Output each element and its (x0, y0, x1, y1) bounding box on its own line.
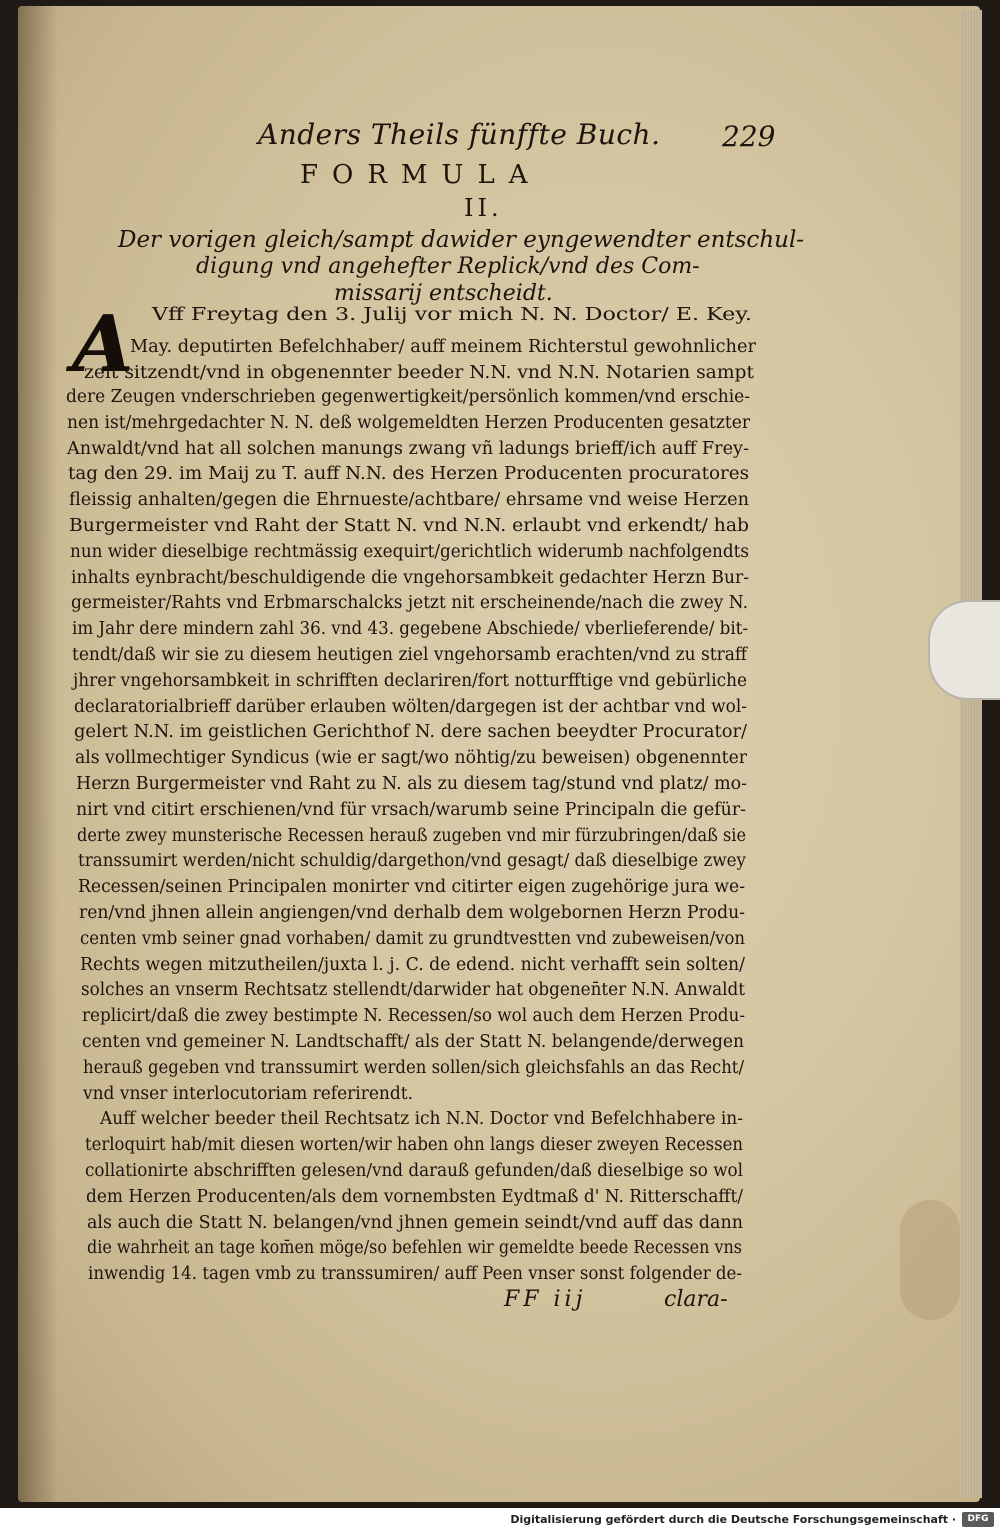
body-line: replicirt/daß die zwey bestimpte N. Recessen/so wol auch dem Herzen Produ- (82, 1006, 745, 1027)
body-line: transsumirt werden/nicht schuldig/dargethon/vnd gesagt/ daß dieselbige zwey (78, 851, 746, 872)
body-line: Rechts wegen mitzutheilen/juxta l. j. C. de edend. nicht verhafft sein solten/ (80, 954, 745, 975)
body-line: zeit sitzendt/vnd in obgenennter beeder N.N. vnd N.N. Notarien sampt (84, 363, 754, 383)
body-line: gelert N.N. im geistlichen Gerichthof N. dere sachen beeydter Procurator/ (74, 722, 747, 743)
body-line: ren/vnd jhnen allein angiengen/vnd derhalb dem wolgebornen Herzn Produ- (79, 903, 745, 923)
body-line: May. deputirten Befelchhaber/ auff meinem Richterstul gewohnlicher (130, 337, 756, 357)
body-line: dem Herzen Producenten/als dem vornembsten Eydtmaß d' N. Ritterschafft/ (86, 1186, 743, 1207)
body-line: declaratorialbrieff darüber erlauben wölten/dargegen ist der achtbar vnd wol- (74, 696, 747, 717)
signature-mark: FF iij (504, 1287, 587, 1312)
catchword: clara- (664, 1287, 728, 1312)
funding-credit: Digitalisierung gefördert durch die Deutsche Forschungsgemeinschaft · (510, 1513, 956, 1526)
body-line: im Jahr dere mindern zahl 36. vnd 43. gegebene Abschiede/ vberlieferende/ bit- (72, 619, 748, 640)
body-line: jhrer vngehorsambkeit in schrifften declariren/fort notturfftige vnd gebürliche (73, 670, 747, 691)
body-line: Auff welcher beeder theil Rechtsatz ich N.N. Doctor vnd Befelchhabere in- (100, 1109, 743, 1130)
formula-label: FORMULA (300, 160, 542, 190)
body-line: Burgermeister vnd Raht der Statt N. vnd N.N. erlaubt vnd erkendt/ hab (69, 516, 749, 536)
body-line: als auch die Statt N. belangen/vnd jhnen gemein seindt/vnd auff das dann (87, 1212, 743, 1233)
body-line: inwendig 14. tagen vmb zu transsumiren/ auff Peen vnser sonst folgender de- (88, 1264, 742, 1285)
body-line: dere Zeugen vnderschrieben gegenwertigkeit/persönlich kommen/vnd erschie- (66, 387, 750, 407)
drop-cap-initial: A (72, 299, 133, 390)
body-line: centen vnd gemeiner N. Landtschafft/ als der Statt N. belangende/derwegen (82, 1032, 744, 1052)
body-line: die wahrheit an tage kom̄en möge/so befehlen wir gemeldte beede Recessen vns (87, 1238, 742, 1259)
dfg-logo: DFG (962, 1512, 994, 1527)
body-line: derte zwey munsterische Recessen herauß zugeben vnd mir fürzubringen/daß sie (77, 825, 746, 846)
body-line: centen vmb seiner gnad vorhaben/ damit zu grundtvestten vnd zubeweisen/von (80, 928, 745, 949)
body-line: Herzn Burgermeister vnd Raht zu N. als zu diesem tag/stund vnd platz/ mo- (76, 774, 747, 794)
body-line: als vollmechtiger Syndicus (wie er sagt/wo nöhtig/zu beweisen) obgenennter (75, 748, 747, 769)
subtitle-line-1: Der vorigen gleich/sampt dawider eyngewendter entschul- (118, 227, 805, 253)
formula-number: II. (464, 194, 503, 222)
body-line: Vff Freytag den 3. Julij vor mich N. N. Doctor/ E. Key. (152, 305, 752, 325)
body-line: Anwaldt/vnd hat all solchen manungs zwang vñ ladungs brieff/ich auff Frey- (67, 438, 749, 459)
body-line: tendt/daß wir sie zu diesem heutigen ziel vngehorsamb erachten/vnd zu straff (72, 645, 747, 665)
body-line: collationirte abschrifften gelesen/vnd darauß gefunden/daß dieselbige so wol (85, 1161, 743, 1181)
body-line: herauß gegeben vnd transsumirt werden sollen/sich gleichsfahls an das Recht/ (83, 1057, 744, 1078)
body-line: nen ist/mehrgedachter N. N. deß wolgemeldten Herzen Producenten gesatzter (67, 412, 750, 433)
body-line: tag den 29. im Maij zu T. auff N.N. des Herzen Producenten procuratores (68, 464, 749, 485)
body-line: germeister/Rahts vnd Erbmarschalcks jetzt nit erscheinende/nach die zwey N. (71, 593, 748, 614)
body-line: terloquirt hab/mit diesen worten/wir haben ohn langs dieser zweyen Recessen (85, 1135, 743, 1156)
body-line: Recessen/seinen Principalen monirter vnd citirter eigen zugehörige jura we- (78, 877, 745, 898)
body-line: fleissig anhalten/gegen die Ehrnueste/achtbare/ ehrsame vnd weise Herzen (69, 490, 749, 511)
body-line: nirt vnd citirt erschienen/vnd für vrsach/warumb seine Principaln die gefür- (76, 799, 746, 820)
body-line: nun wider dieselbige rechtmässig exequirt/gerichtlich widerumb nachfolgendts (70, 541, 749, 562)
running-head: Anders Theils fünffte Buch. (258, 118, 661, 151)
subtitle-line-3: missarij entscheidt. (334, 281, 553, 306)
page-number: 229 (722, 120, 776, 153)
subtitle-line-2: digung vnd angehefter Replick/vnd des Com- (196, 254, 700, 279)
body-line: vnd vnser interlocutoriam referirendt. (83, 1083, 413, 1104)
body-line: solches an vnserm Rechtsatz stellendt/darwider hat obgenen̄ter N.N. Anwaldt (81, 980, 745, 1001)
digitization-footer (0, 1508, 1000, 1532)
body-line: inhalts eynbracht/beschuldigende die vngehorsambkeit gedachter Herzn Bur- (71, 567, 749, 588)
